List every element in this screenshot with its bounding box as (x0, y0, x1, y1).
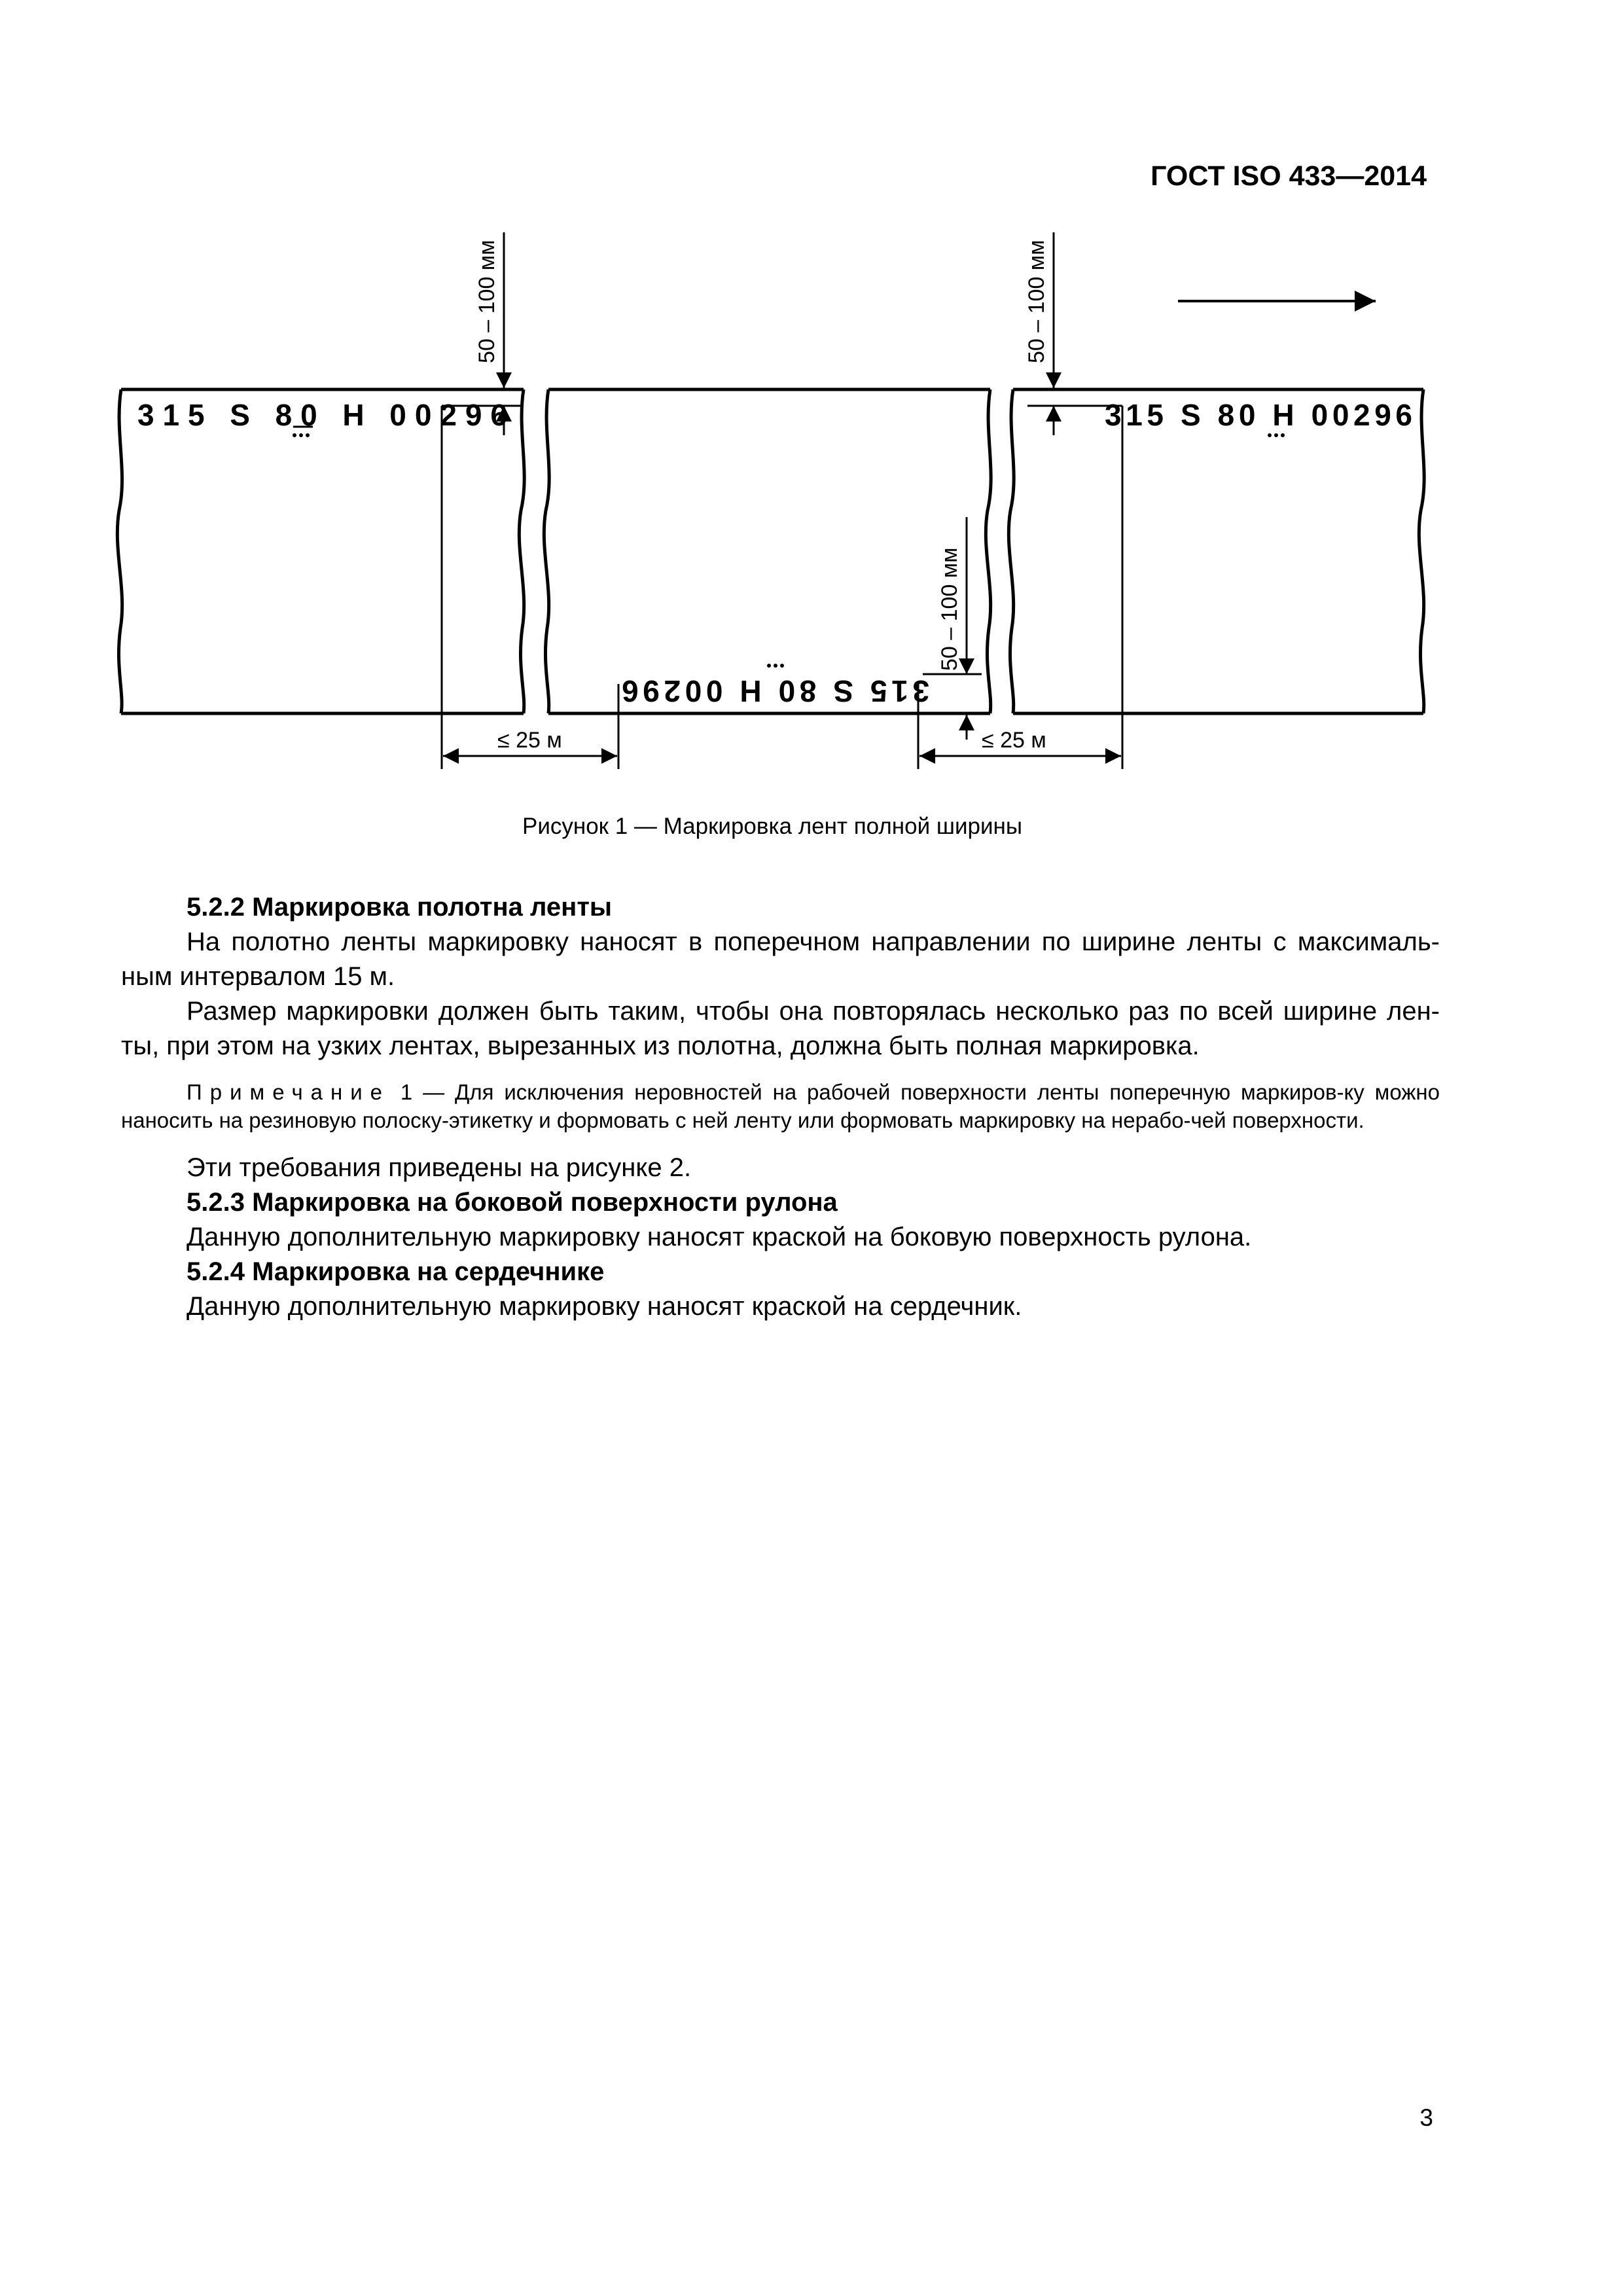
dimension-distance-right-label: ≤ 25 м (982, 728, 1046, 753)
document-header: ГОСТ ISO 433—2014 (1150, 160, 1427, 192)
dots-left (293, 433, 310, 437)
dimension-offset-left-label: 50 – 100 мм (474, 240, 499, 363)
page-number: 3 (1419, 2104, 1433, 2131)
section-heading-5-2-3: 5.2.3 Маркировка на боковой поверхности рулона (187, 1188, 838, 1217)
dots-right (1268, 433, 1285, 437)
dimension-offset-right-label: 50 – 100 мм (1024, 240, 1049, 363)
marking-text-left: 315 S 80 H 00296 (137, 398, 507, 432)
dots-middle (767, 664, 784, 668)
note-text: 1 — Для исключения неровностей на рабочей поверхности ленты поперечную маркиров-ку можно наносить на резиновую полоску-этикетку и формовать с ней ленту или формовать маркировку на нерабо-чей поверхности. (121, 1080, 1440, 1132)
dimension-offset-middle-label: 50 – 100 мм (937, 547, 962, 671)
note (121, 1078, 1440, 1134)
dimension-distance-left-label: ≤ 25 м (497, 728, 562, 753)
note-label: Примечание (187, 1080, 391, 1104)
paragraph: Эти требования приведены на рисунке 2. (187, 1153, 692, 1182)
belt-segment-left (117, 389, 524, 713)
marking-middle-group (622, 674, 929, 708)
paragraph: Данную дополнительную маркировку наносят краской на боковую поверхность рулона. (187, 1223, 1252, 1251)
marking-text-middle-rotated: 315 S 80 H 00296 (622, 674, 929, 708)
paragraph: Размер маркировки должен быть таким, чтобы она повторялась несколько раз по всей ширине лен-ты, при этом на узких лентах, вырезанных из полотна, должна быть полная маркировка. (121, 997, 1440, 1060)
belt-diagram (111, 216, 1446, 805)
figure-belt-marking (111, 216, 1446, 805)
belt-segment-right (1008, 389, 1424, 713)
paragraph: Данную дополнительную маркировку наносят краской на сердечник. (187, 1292, 1022, 1321)
section-heading-5-2-2: 5.2.2 Маркировка полотна ленты (187, 893, 613, 922)
paragraph: На полотно ленты маркировку наносят в поперечном направлении по ширине ленты с максималь-ным интервалом 15 м. (121, 927, 1440, 991)
section-5-2-2 (121, 890, 1440, 1324)
section-heading-5-2-4: 5.2.4 Маркировка на сердечнике (187, 1257, 605, 1286)
marking-text-right: 315 S 80 H 00296 (1105, 398, 1412, 432)
figure-caption: Рисунок 1 — Маркировка лент полной ширины (522, 814, 1023, 839)
